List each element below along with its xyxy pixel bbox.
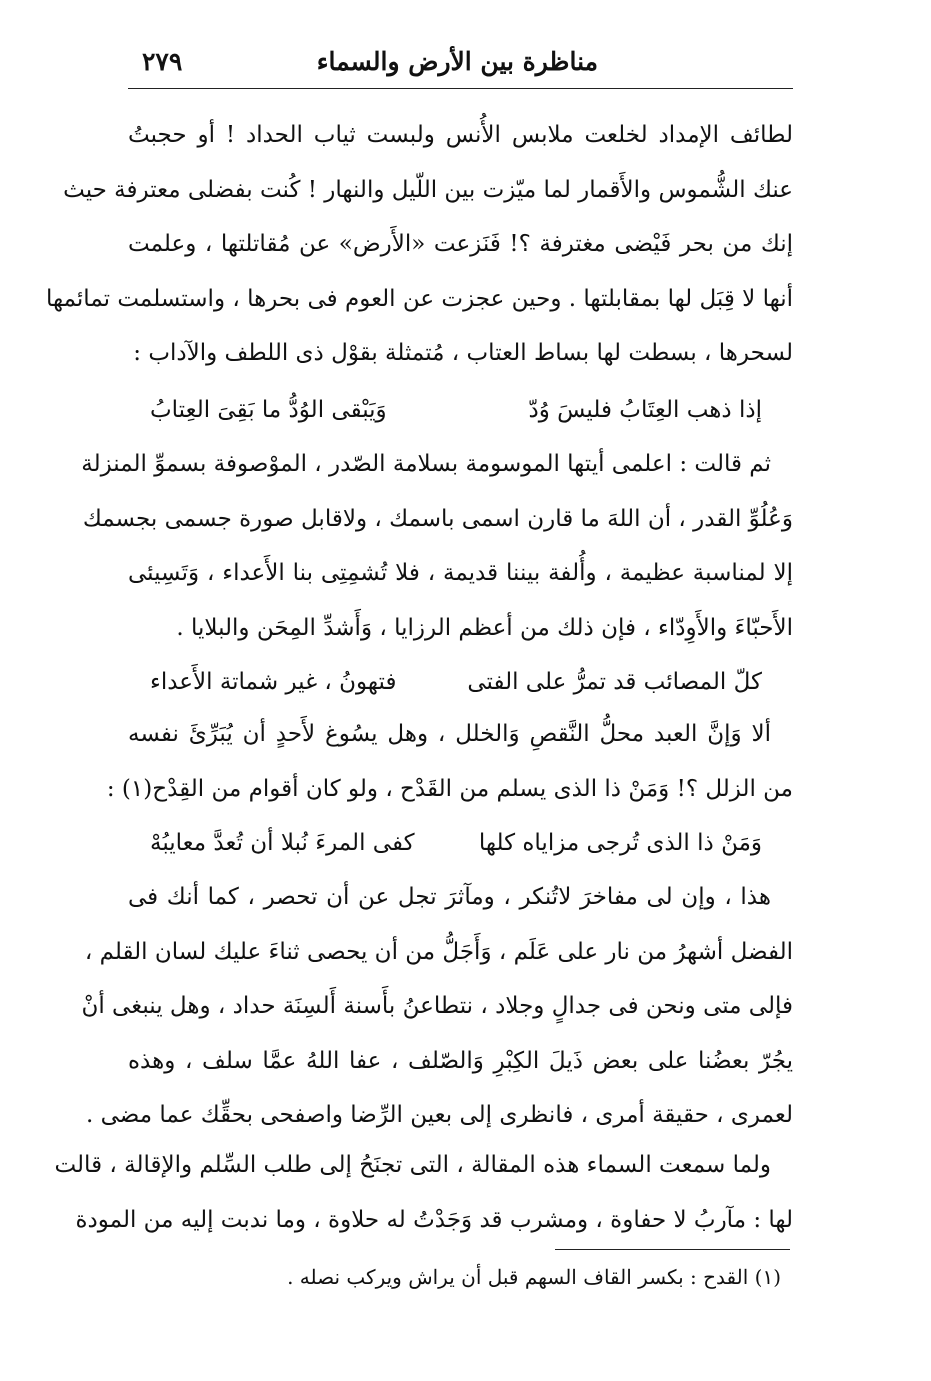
text-line: إنك من بحر فَيْضى مغترفة ؟! فَنَزعت «الأَرض» عن مُقاتلتها ، وعلمت [128,231,793,257]
footnote-divider [555,1249,790,1250]
running-title: مناظرة بين الأرض والسماء [316,47,598,76]
text-line: أنها لا قِبَل لها بمقابلتها . وحين عجزت عن العوم فى بحرها ، واستسلمت تمائمها [46,285,793,312]
paragraph-4 [81,870,793,1143]
text-line: هذا ، وإن لى مفاخرَ لاتُنكر ، ومآثرَ تجل عن أن تحصر ، كما أنك فى [128,884,771,910]
footnote: (١) القدح : بكسر القاف السهم قبل أن يراش ويركب نصله . [287,1265,781,1289]
verse-hemistich-first: إذا ذهب العِتَابُ فليسَ وُدّ [528,397,762,423]
verse-2 [150,657,780,707]
verse-hemistich-second: وَيَبْقى الوُدُّ ما بَقِىَ العِتابُ [150,397,387,423]
paragraph-2 [81,437,793,655]
text-line: الأَحبّاءَ والأَوِدّاء ، فإن ذلك من أعظم الرزايا ، وَأَشدِّ المِحَن والبلايا . [176,614,793,641]
text-line: لعمرى ، حقيقة أمرى ، فانظرى إلى بعين الرِّضا واصفحى بحقِّك عما مضى . [86,1102,793,1128]
verse-hemistich-second: فتهونُ ، غير شماتة الأَعداء [150,669,397,695]
text-line: ألا وَإنَّ العبد محلُّ النَّقصِ وَالخلل ، وهل يسُوغ لأَحدٍ أن يُبَرِّئَ نفسه [128,721,771,747]
verse-hemistich-first: وَمَنْ ذا الذى تُرجى مزاياه كلها [478,830,762,856]
text-line: وَعُلُوِّ القدر ، أن اللهَ ما قارن اسمى باسمك ، ولاقابل صورة جسمى بجسمك [82,505,793,532]
text-line: يجُرّ بعضُنا على بعض ذَيلَ الكِبْرِ وَالصّلف ، عفا اللهُ عمَّا سلف ، وهذه [128,1047,793,1074]
text-line: الفضل أشهرُ من نار على عَلَم ، وَأَجَلُّ من أن يحصى ثناءَ عليك لسان القلم ، [84,938,793,965]
text-line: فإلى متى ونحن فى جدالٍ وجلاد ، نتطاعنُ بأَسنة أَلسِنَة حداد ، وهل ينبغى أنْ [81,993,793,1019]
text-line: لسحرها ، بسطت لها بساط العتاب ، مُتمثلة بقوْل ذى اللطف والآداب : [133,340,793,366]
text-line: لها : مآربُ لا حفاوة ، ومشرب قد وَجَدْتُ له حلاوة ، وما ندبت إليه من المودة [75,1206,793,1233]
text-line: ثم قالت : اعلمى أيتها الموسومة بسلامة الصّدر ، الموْصوفة بسموِّ المنزلة [81,451,771,477]
text-line: لطائف الإمداد لخلعت ملابس الأُنس ولبست ثياب الحداد ! أو حجبتُ [128,122,793,148]
page-number: ٢٧٩ [142,47,183,76]
text-line: من الزلل ؟! وَمَنْ ذا الذى يسلم من القَدْح ، ولو كان أقوام من القِدْح(١) : [106,775,793,802]
text-line: عنك الشُّموس والأَقمار لما ميّزت بين اللّيل والنهار ! كُنت بفضلى معترفة حيث [63,176,793,203]
page-header [128,42,793,82]
verse-hemistich-second: كفى المرءَ نُبلا أن تُعدَّ معايبُهْ [150,830,415,856]
paragraph-5 [54,1138,793,1247]
verse-hemistich-first: كلّ المصائب قد تمرُّ على الفتى [467,669,762,695]
text-line: ولما سمعت السماء هذه المقالة ، التى تجنَحُ إلى طلب السِّلم والإقالة ، قالت [54,1152,771,1178]
text-line: إلا لمناسبة عظيمة ، وأُلفة بيننا قديمة ، فلا تُشمِتِى بنا الأَعداء ، وَتَسِيئى [128,560,793,586]
verse-1 [150,385,780,435]
paragraph-3 [106,707,793,816]
paragraph-1 [46,108,793,381]
header-divider [128,88,793,89]
verse-3 [150,818,780,868]
